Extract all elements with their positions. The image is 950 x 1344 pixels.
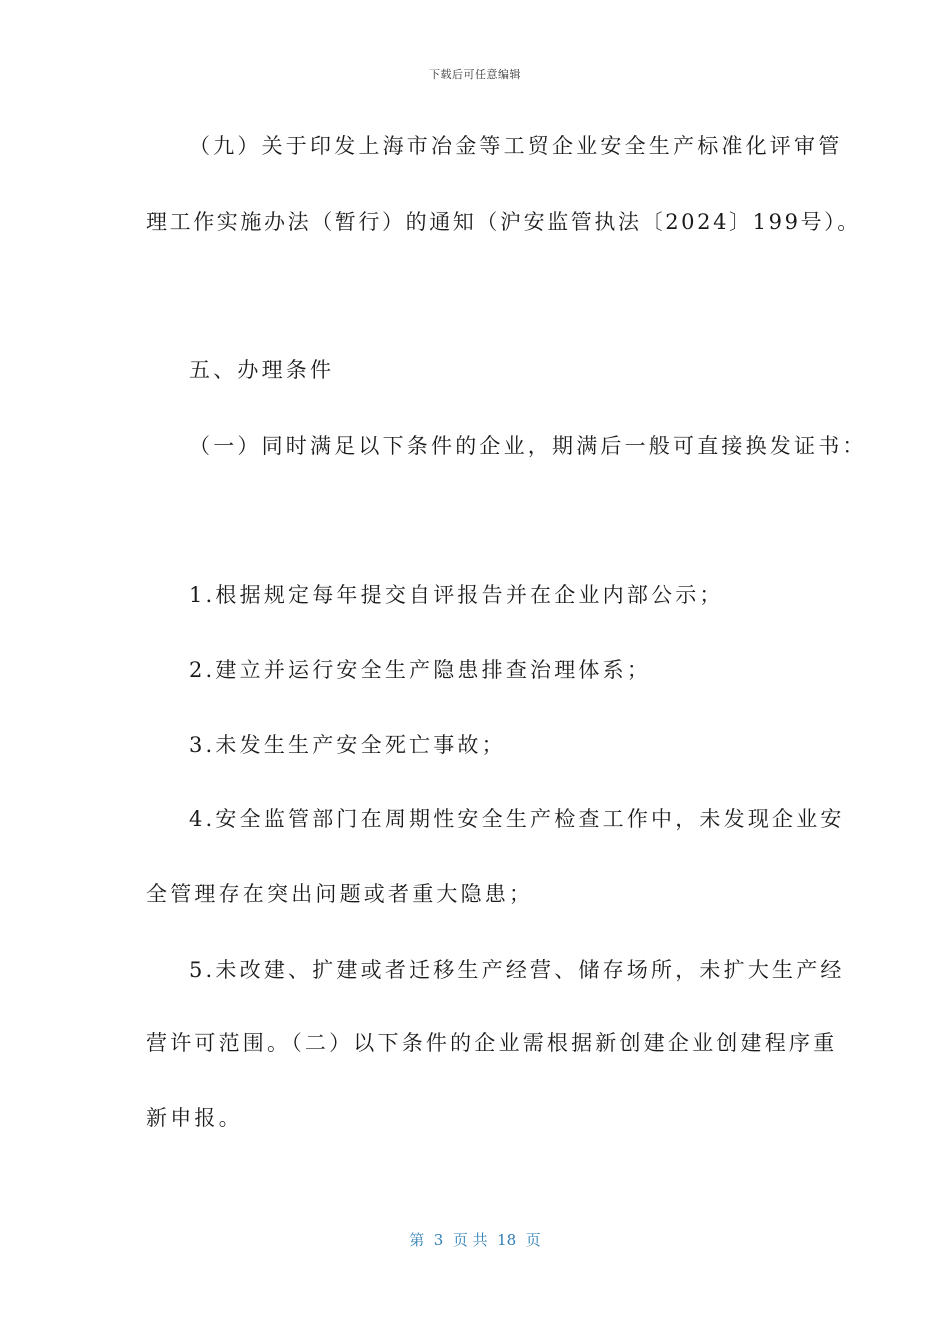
condition-item-4-line-1: 4.安全监管部门在周期性安全生产检查工作中，未发现企业安: [189, 807, 845, 831]
paragraph-9-line-1: （九）关于印发上海市冶金等工贸企业安全生产标准化评审管: [189, 134, 843, 158]
condition-item-5-line-3: 新申报。: [146, 1106, 243, 1130]
condition-group-1-heading: （一）同时满足以下条件的企业，期满后一般可直接换发证书：: [189, 434, 867, 458]
page-number: 第 3 页 共 18 页: [409, 1231, 541, 1249]
condition-item-1: 1.根据规定每年提交自评报告并在企业内部公示；: [189, 583, 724, 607]
condition-item-4-line-2: 全管理存在突出问题或者重大隐患；: [146, 882, 534, 906]
paragraph-9-line-2: 理工作实施办法（暂行）的通知（沪安监管执法〔2024〕199号）。: [146, 210, 861, 234]
condition-item-2: 2.建立并运行安全生产隐患排查治理体系；: [189, 658, 652, 682]
condition-item-5-line-1: 5.未改建、扩建或者迁移生产经营、储存场所，未扩大生产经: [189, 958, 845, 982]
header-note: 下载后可任意编辑: [429, 68, 521, 81]
section-heading-conditions: 五、办理条件: [189, 358, 335, 382]
condition-item-5-line-2: 营许可范围。（二）以下条件的企业需根据新创建企业创建程序重: [146, 1031, 838, 1055]
condition-item-3: 3.未发生生产安全死亡事故；: [189, 733, 506, 757]
